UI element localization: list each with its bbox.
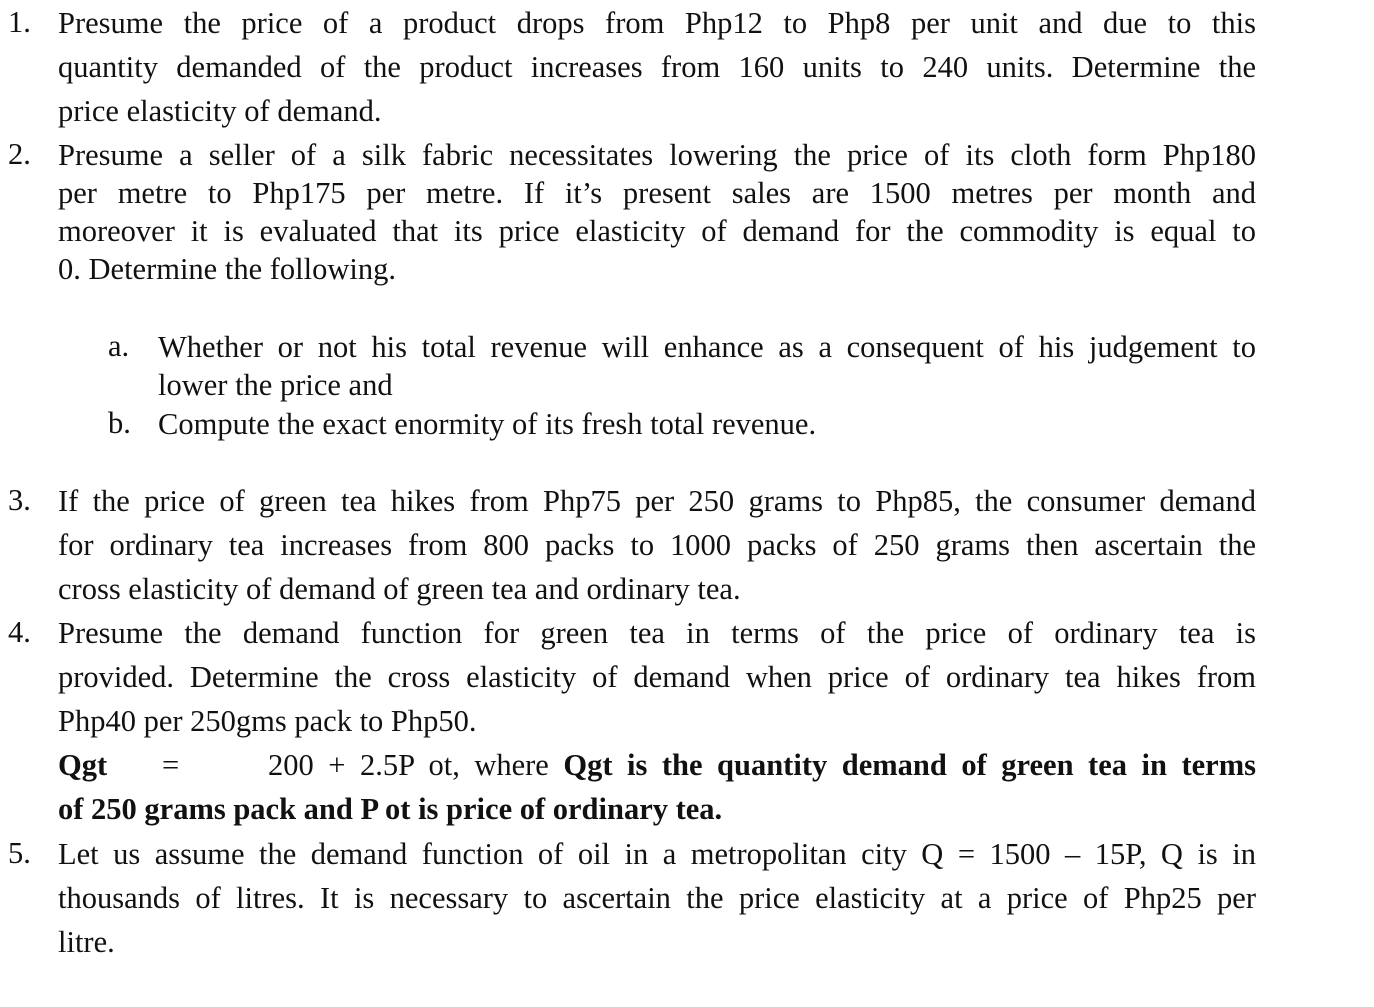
question-number: 4. <box>8 615 31 649</box>
question-text-line: provided. Determine the cross elasticity of demand when price of ordinary tea hikes from <box>58 660 1256 694</box>
subitem-text-line: lower the price and <box>158 368 393 402</box>
question-text-line: moreover it is evaluated that its price elasticity of demand for the commodity is equal to <box>58 214 1256 248</box>
question-number: 3. <box>8 483 31 517</box>
formula-bold-text: Qgt is the quantity demand of green tea in terms <box>563 748 1256 782</box>
question-number: 5. <box>8 836 31 870</box>
question-text-line: 0. Determine the following. <box>58 252 396 286</box>
subitem-letter: a. <box>108 329 130 363</box>
formula-equals: = <box>162 748 180 782</box>
question-text-line: Presume the demand function for green tea in terms of the price of ordinary tea is <box>58 616 1256 650</box>
question-text-line: cross elasticity of demand of green tea and ordinary tea. <box>58 572 741 606</box>
subitem-text-line: Whether or not his total revenue will enhance as a consequent of his judgement to <box>158 330 1256 364</box>
subitem-letter: b. <box>108 406 131 440</box>
question-text-line: per metre to Php175 per metre. If it’s present sales are 1500 metres per month and <box>58 176 1256 210</box>
question-number: 1. <box>8 5 31 39</box>
question-number: 2. <box>8 137 31 171</box>
question-text-line: for ordinary tea increases from 800 packs to 1000 packs of 250 grams then ascertain the <box>58 528 1256 562</box>
question-text-line: Presume the price of a product drops from Php12 to Php8 per unit and due to this <box>58 6 1256 40</box>
question-text-line: Php40 per 250gms pack to Php50. <box>58 704 477 738</box>
question-text-line: litre. <box>58 925 115 959</box>
question-text-line: quantity demanded of the product increases from 160 units to 240 units. Determine the <box>58 50 1256 84</box>
question-text-line: Presume a seller of a silk fabric necessitates lowering the price of its cloth form Php180 <box>58 138 1256 172</box>
formula-continuation-text: of 250 grams pack and P ot is price of ordinary tea. <box>58 792 723 826</box>
formula-expression <box>268 747 1256 783</box>
question-text-line: price elasticity of demand. <box>58 94 382 128</box>
question-text-line: If the price of green tea hikes from Php75 per 250 grams to Php85, the consumer demand <box>58 484 1256 518</box>
formula-variable: Qgt <box>58 748 108 782</box>
question-text-line: thousands of litres. It is necessary to ascertain the price elasticity at a price of Php25 per <box>58 881 1256 915</box>
subitem-text-line: Compute the exact enormity of its fresh total revenue. <box>158 407 817 441</box>
question-text-line: Let us assume the demand function of oil in a metropolitan city Q = 1500 – 15P, Q is in <box>58 837 1256 871</box>
formula-plain-text: 200 + 2.5P ot, where <box>268 748 564 782</box>
